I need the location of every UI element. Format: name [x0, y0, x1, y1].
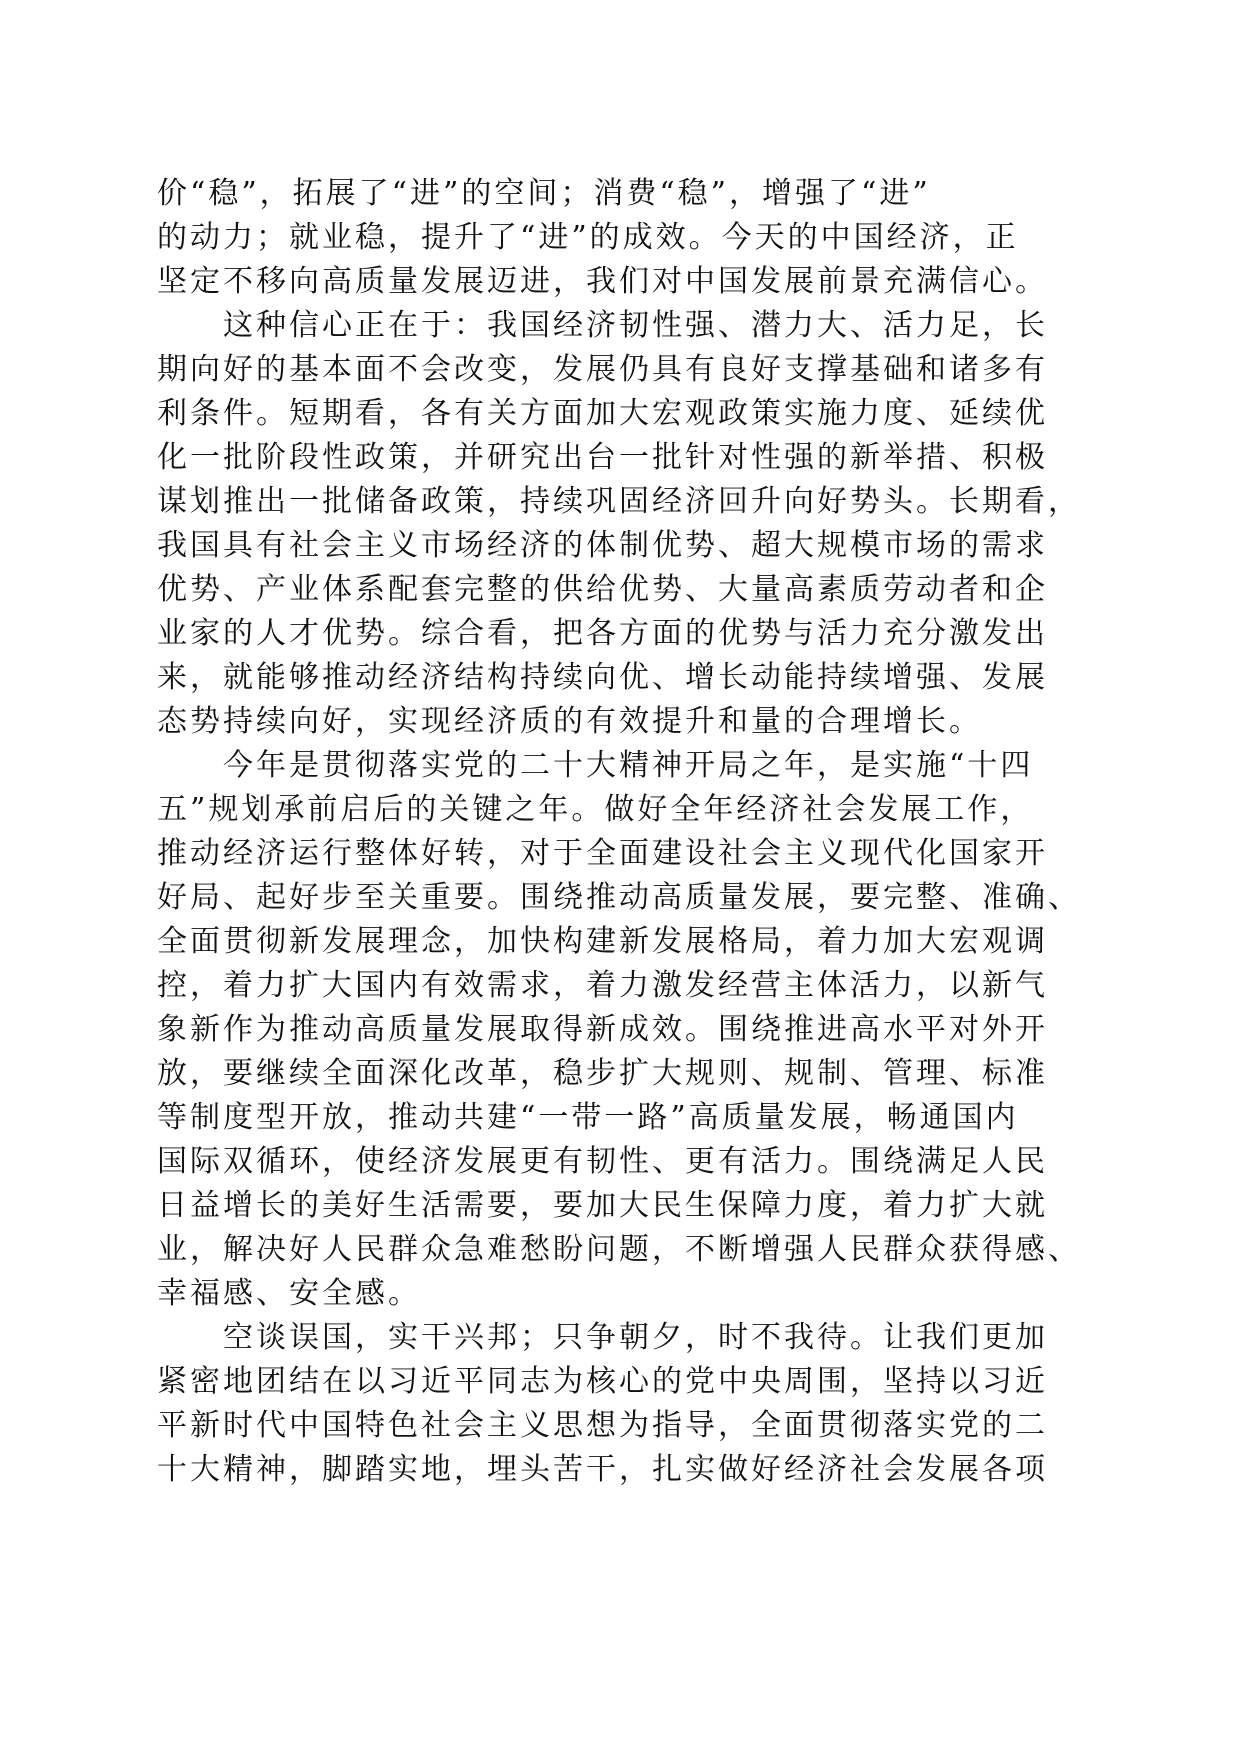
text-line: 控，着力扩大国内有效需求，着力激发经营主体活力，以新气: [157, 968, 1048, 1003]
text-line: 五”规划承前启后的关键之年。做好全年经济社会发展工作，: [157, 792, 1034, 827]
paragraph-start-line: 空谈误国，实干兴邦；只争朝夕，时不我待。让我们更加: [223, 1320, 1048, 1355]
text-line: 坚定不移向高质量发展迈进，我们对中国发展前景充满信心。: [157, 264, 1048, 299]
paragraph-start-line: 今年是贯彻落实党的二十大精神开局之年，是实施“十四: [223, 748, 1034, 783]
text-line: 的动力；就业稳，提升了“进”的成效。今天的中国经济，正: [157, 220, 1019, 255]
text-line: 放，要继续全面深化改革，稳步扩大规则、规制、管理、标准: [157, 1056, 1048, 1091]
text-line: 好局、起好步至关重要。围绕推动高质量发展，要完整、准确、: [157, 880, 1081, 915]
text-line: 象新作为推动高质量发展取得新成效。围绕推进高水平对外开: [157, 1012, 1048, 1047]
text-line: 业家的人才优势。综合看，把各方面的优势与活力充分激发出: [157, 616, 1048, 651]
text-line: 十大精神，脚踏实地，埋头苦干，扎实做好经济社会发展各项: [157, 1452, 1048, 1487]
body-text: [157, 172, 1087, 1492]
text-line: 优势、产业体系配套完整的供给优势、大量高素质劳动者和企: [157, 572, 1048, 607]
text-line: 国际双循环，使经济发展更有韧性、更有活力。围绕满足人民: [157, 1144, 1048, 1179]
text-line: 价“稳”，拓展了“进”的空间；消费“稳”，增强了“进”: [157, 176, 931, 211]
text-line: 等制度型开放，推动共建“一带一路”高质量发展，畅通国内: [157, 1100, 1019, 1135]
text-line: 幸福感、安全感。: [157, 1276, 421, 1311]
text-line: 化一批阶段性政策，并研究出台一批针对性强的新举措、积极: [157, 440, 1048, 475]
text-line: 来，就能够推动经济结构持续向优、增长动能持续增强、发展: [157, 660, 1048, 695]
text-line: 紧密地团结在以习近平同志为核心的党中央周围，坚持以习近: [157, 1364, 1048, 1399]
text-line: 谋划推出一批储备政策，持续巩固经济回升向好势头。长期看，: [157, 484, 1081, 519]
text-line: 日益增长的美好生活需要，要加大民生保障力度，着力扩大就: [157, 1188, 1048, 1223]
paragraph-start-line: 这种信心正在于：我国经济韧性强、潜力大、活力足，长: [223, 308, 1048, 343]
text-line: 态势持续向好，实现经济质的有效提升和量的合理增长。: [157, 704, 982, 739]
text-line: 全面贯彻新发展理念，加快构建新发展格局，着力加大宏观调: [157, 924, 1048, 959]
text-line: 期向好的基本面不会改变，发展仍具有良好支撑基础和诸多有: [157, 352, 1048, 387]
text-line: 利条件。短期看，各有关方面加大宏观政策实施力度、延续优: [157, 396, 1048, 431]
text-line: 业，解决好人民群众急难愁盼问题，不断增强人民群众获得感、: [157, 1232, 1081, 1267]
text-line: 我国具有社会主义市场经济的体制优势、超大规模市场的需求: [157, 528, 1048, 563]
text-line: 推动经济运行整体好转，对于全面建设社会主义现代化国家开: [157, 836, 1048, 871]
text-line: 平新时代中国特色社会主义思想为指导，全面贯彻落实党的二: [157, 1408, 1048, 1443]
